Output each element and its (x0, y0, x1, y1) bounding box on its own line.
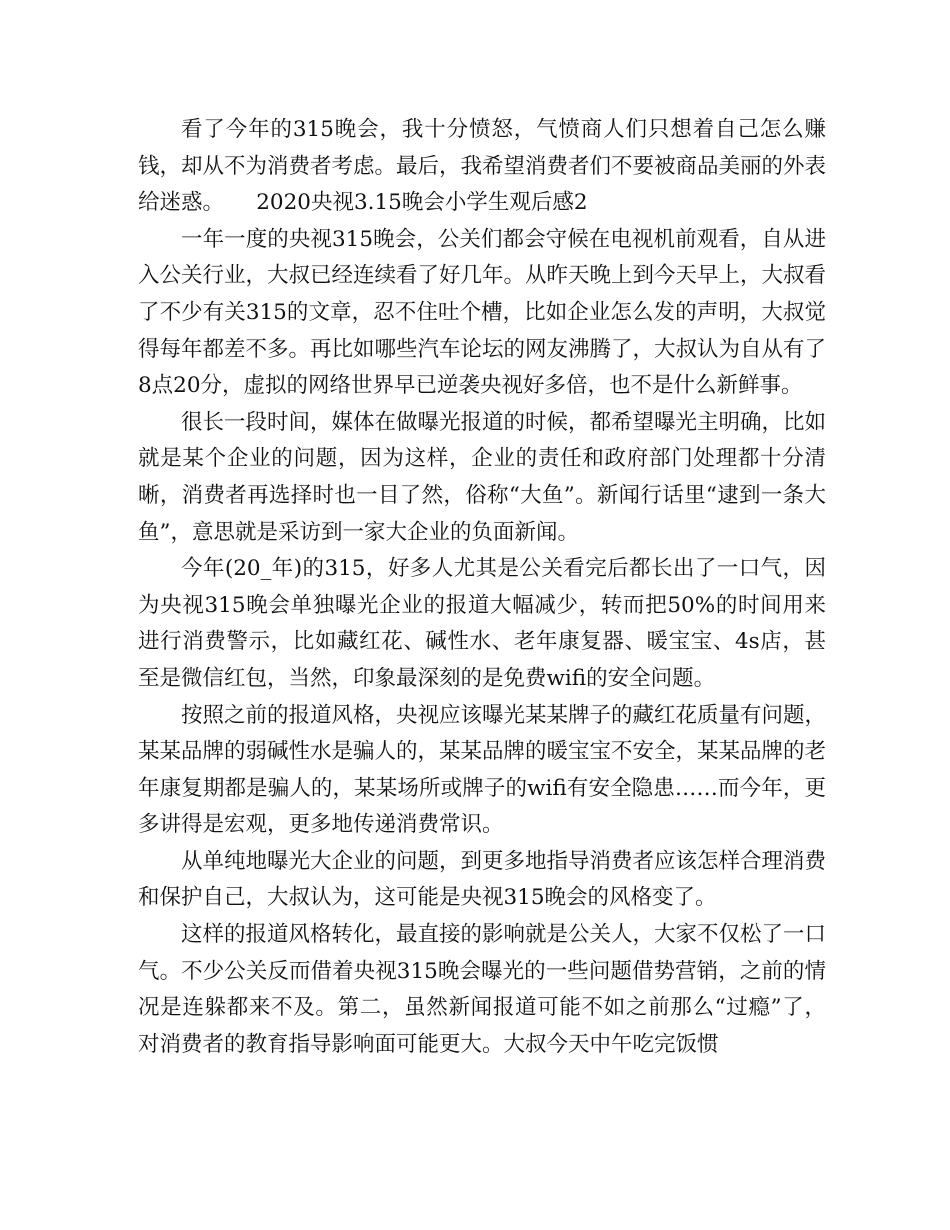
paragraph-2: 一年一度的央视315晚会，公关们都会守候在电视机前观看，自从进入公关行业，大叔已经连续看了好几年。从昨天晚上到今天早上，大叔看了不少有关315的文章，忍不住吐个槽，比如企业怎么发的声明，大叔觉得每年都差不多。再比如哪些汽车论坛的网友沸腾了，大叔认为自从有了8点20分，虚拟的网络世界早已逆袭央视好多倍，也不是什么新鲜事。 (138, 226, 827, 399)
paragraph-1: 看了今年的315晚会，我十分愤怒，气愤商人们只想着自己怎么赚钱，却从不为消费者考虑。最后，我希望消费者们不要被商品美丽的外表给迷惑。 2020央视3.15晚会小学生观后感2 (138, 117, 827, 216)
paragraph-5: 按照之前的报道风格，央视应该曝光某某牌子的藏红花质量有问题，某某品牌的弱碱性水是骗人的，某某品牌的暖宝宝不安全，某某品牌的老年康复期都是骗人的，某某场所或牌子的wifi有安全隐患……而今年，更多讲得是宏观，更多地传递消费常识。 (138, 702, 827, 838)
paragraph-3: 很长一段时间，媒体在做曝光报道的时候，都希望曝光主明确，比如就是某个企业的问题，因为这样，企业的责任和政府部门处理都十分清晰，消费者再选择时也一目了然，俗称“大鱼”。新闻行话里“逮到一条大鱼”，意思就是采访到一家大企业的负面新闻。 (138, 409, 827, 545)
paragraph-4: 今年(20_年)的315，好多人尤其是公关看完后都长出了一口气，因为央视315晚会单独曝光企业的报道大幅减少，转而把50%的时间用来进行消费警示，比如藏红花、碱性水、老年康复器、暖宝宝、4s店，甚至是微信红包，当然，印象最深刻的是免费wifi的安全问题。 (138, 556, 826, 691)
paragraph-6: 从单纯地曝光大企业的问题，到更多地指导消费者应该怎样合理消费和保护自己，大叔认为，这可能是央视315晚会的风格变了。 (138, 848, 827, 911)
article-body (138, 112, 826, 1063)
paragraph-7: 这样的报道风格转化，最直接的影响就是公关人，大家不仅松了一口气。不少公关反而借着央视315晚会曝光的一些问题借势营销，之前的情况是连躲都来不及。第二，虽然新闻报道可能不如之前那么“过瘾”了，对消费者的教育指导影响面可能更大。大叔今天中午吃完饭惯 (138, 922, 827, 1057)
